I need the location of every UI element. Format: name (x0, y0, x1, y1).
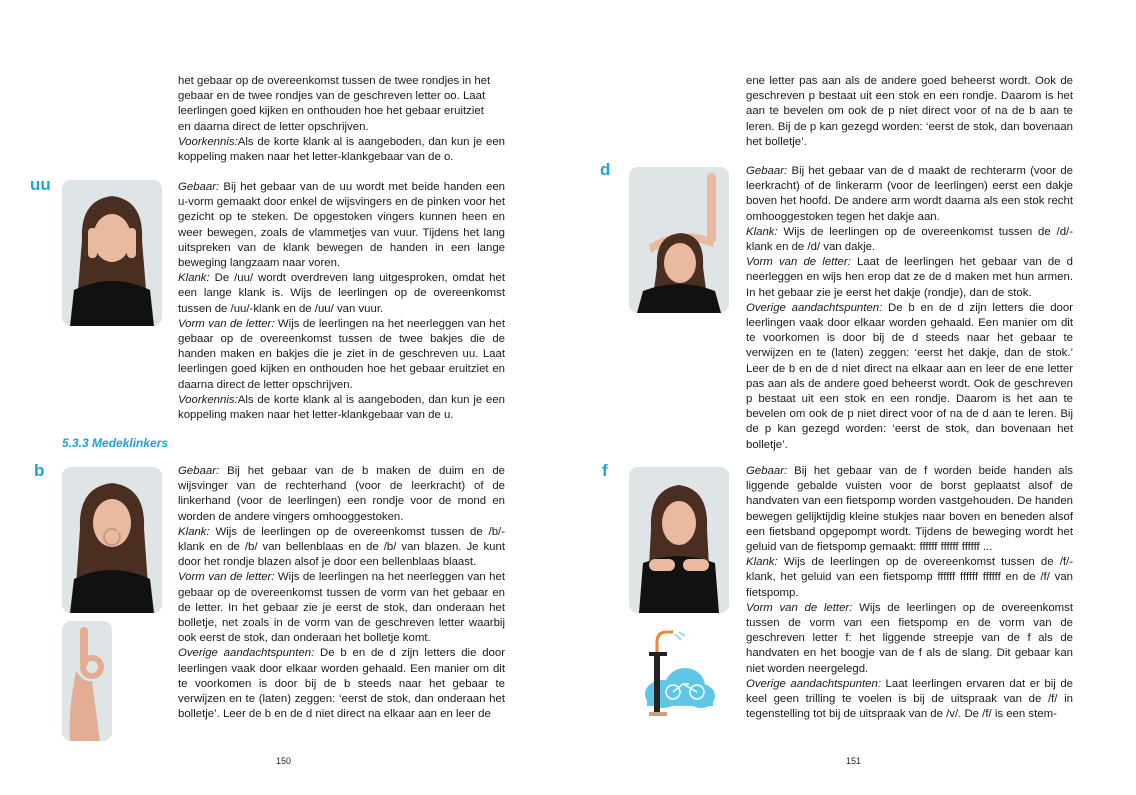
photo-d-gesture (629, 167, 729, 313)
voorkennis-label: Voorkennis: (178, 135, 238, 148)
b-overige (178, 646, 505, 722)
b-klank-text: Wijs de leerlingen op de overeenkomst tussen de /b/-klank en de /b/ van bellenblaas en de /b/ van blazen. Je kunt door het rondje blazen alsof je door een bellenblaas blaast. (178, 525, 505, 569)
hand-sign-icon (62, 621, 112, 741)
uu-voorkennis (178, 393, 505, 423)
b-klank (178, 525, 505, 571)
uu-description (178, 180, 505, 423)
letter-heading-f: f (602, 461, 608, 480)
b-gebaar-text: Bij het gebaar van de b maken de duim en de wijsvinger van de rechterhand (voor de leerkracht) of de linkerhand (voor de leerlingen) een rondje voor de mond en worden de andere vingers omhooggestoken. (178, 465, 505, 523)
uu-klank (178, 271, 505, 317)
right-top-paragraph (746, 74, 1073, 150)
page-number-left: 150 (276, 756, 292, 766)
d-gebaar (746, 164, 1073, 225)
photo-b-hand-closeup (62, 621, 112, 741)
left-top-line-4: en daarna direct de letter opschrijven. (178, 120, 369, 133)
b-description (178, 464, 505, 722)
f-klank (746, 555, 1073, 601)
photo-uu-gesture (62, 180, 162, 326)
letter-heading-d: d (600, 160, 611, 179)
page-number-right: 151 (846, 756, 862, 766)
letter-heading-b: b (34, 461, 45, 480)
f-overige-text: Laat leerlingen ervaren dat er bij de keel geen trilling te voelen is bij de uitspraak van de /f/ in tegenstelling tot bij de uitspraak van de /v/. De /f/ is een stem- (746, 677, 1073, 721)
left-top-paragraph (178, 74, 505, 165)
b-overige-text: De b en de d zijn letters die door leerlingen vaak door elkaar worden gehaald. Een manier om dit te voorkomen is door bij de b steeds naar het gebaar te verwijzen en te (laten) zeggen: ‘eerst de stok, dan onderaan het bolletje’. Leer de b en de d niet direct na elkaar aan en leer de (178, 647, 506, 721)
uu-gebaar-label: Gebaar: (178, 181, 220, 193)
f-gebaar-text: Bij het gebaar van de f worden beide handen als liggende gebalde vuisten voor de borst geplaatst alsof de handvaten van een fietspomp worden vastgehouden. De handen bewegen gelijktijdig kleine stukjes naar boven en beneden alsof een fietsband opgepompt wordt. Tijdens de beweging wordt het geluid van de fietspomp gemaakt: ffffff ffffff ffffff ... (746, 465, 1073, 554)
woman-portrait-icon (62, 180, 162, 326)
f-overige-label: Overige aandachtspunten: (746, 677, 881, 690)
uu-klank-text: De /uu/ wordt overdreven lang uitgesproken, omdat het een lange klank is. Wijs de leerlingen op de overeenkomst tussen de /uu/-klank en de /uu/ van vuur. (178, 272, 505, 315)
d-vorm-text: Laat de leerlingen het gebaar van de d neerleggen en wijs hen erop dat ze de d maken met hun armen. In het gebaar zie je eerst het dakje (rondje), dan de stok. (746, 256, 1073, 299)
f-gebaar (746, 464, 1073, 555)
uu-voorkennis-text: Als de korte klank al is aangeboden, dan kun je een koppeling maken naar het letter-klankgebaar van de u. (178, 393, 505, 422)
uu-vorm-text: Wijs de leerlingen na het neerleggen van het gebaar op de overeenkomst tussen de twee bakjes die de handen maken en bakjes die je ziet in de geschreven uu. Laat leerlingen goed kijken en onthouden hoe het gebaar eruitziet en daarna direct de letter opschrijven. (178, 317, 505, 391)
photo-f-gesture (629, 467, 729, 613)
uu-klank-label: Klank: (178, 272, 210, 285)
d-description (746, 164, 1073, 453)
voorkennis-text: Als de korte klank al is aangeboden, dan kun je een koppeling maken naar het letter-klankgebaar van de o. (178, 135, 505, 164)
right-top-text: ene letter pas aan als de andere goed beheerst wordt. Ook de geschreven p bestaat uit een stok en een rondje. Daarom is het aan te bevelen om ook de p niet direct voor of na de b aan te leren. Bij de p kan gezegd worden: ‘eerst de stok, dan bovenaan het bolletje’. (746, 75, 1073, 148)
letter-heading-uu: uu (30, 175, 51, 194)
f-klank-text: Wijs de leerlingen op de overeenkomst tussen de /f/-klank, het geluid van een fietspomp ffffff ffffff ffffff en de /f/ van fietspomp. (746, 556, 1073, 599)
fietspomp-illustration (641, 630, 717, 718)
d-vorm-label: Vorm van de letter: (746, 256, 851, 269)
uu-vorm (178, 317, 505, 393)
f-klank-label: Klank: (746, 556, 778, 569)
d-overige-text: De b en de d zijn letters die door leerlingen vaak door elkaar worden gehaald. Een manier om dit te voorkomen is door bij de d steeds naar het gebaar te verwijzen en te (laten) zeggen: ‘eerst het dakje, dan de stok.’ Leer de b en de d niet direct na elkaar aan en leer de ene letter pas aan als de andere goed beheerst wordt. Ook de geschreven p bestaat uit een stok en een rondje. Daarom is het aan te bevelen om ook de p niet direct voor of na de d aan te leren. Bij de p kan gezegd worden: ‘eerst de stok, dan bovenaan het bolletje’. (746, 301, 1074, 451)
b-klank-label: Klank: (178, 525, 210, 538)
uu-vorm-label: Vorm van de letter: (178, 317, 275, 330)
uu-gebaar (178, 180, 505, 271)
woman-portrait-icon (629, 167, 729, 313)
left-top-line-3: leerlingen goed kijken en onthouden hoe het gebaar eruitziet (178, 105, 484, 118)
b-overige-label: Overige aandachtspunten: (178, 647, 315, 660)
b-vorm-label: Vorm van de letter: (178, 571, 275, 584)
left-top-line-1: het gebaar op de overeenkomst tussen de twee rondjes in het (178, 75, 491, 87)
b-vorm-text: Wijs de leerlingen na het neerleggen van het gebaar op de overeenkomst tussen de vorm van het gebaar en de letter. In het gebaar zie je eerst de stok, dan onderaan het bolletje, net zoals in de vorm van de geschreven letter waarbij ook eerst de stok, dan onderaan het bolletje komt. (178, 571, 505, 645)
f-description (746, 464, 1073, 722)
uu-gebaar-text: Bij het gebaar van de uu wordt met beide handen een u-vorm gemaakt door enkel de wijsvingers en de pinken voor het gezicht op te steken. De opgestoken vingers kunnen heen en weer bewegen, zoals de vlammetjes van vuur. Tijdens het lang uitspreken van de klank bewegen de handen in een lange beweging langzaam naar voren. (178, 181, 505, 270)
uu-voorkennis-label: Voorkennis: (178, 393, 238, 406)
d-overige (746, 301, 1073, 453)
f-vorm-label: Vorm van de letter: (746, 601, 853, 614)
f-vorm (746, 601, 1073, 677)
d-klank (746, 225, 1073, 255)
bicycle-pump-icon (641, 630, 717, 718)
f-vorm-text: Wijs de leerlingen op de overeenkomst tussen de vorm van een fietspomp en de vorm van de geschreven letter f: het liggende streepje van de f als de handvaten en het boogje van de f als de slang. Dit gebaar kan niet worden neergelegd. (746, 601, 1074, 675)
d-gebaar-text: Bij het gebaar van de d maakt de rechterarm (voor de leerkracht) of de linkerarm (voor de leerlingen) eerst een dakje boven het hoofd. De andere arm wordt daarna als een stok recht omhooggestoken tegen het dakje aan. (746, 165, 1074, 223)
d-gebaar-label: Gebaar: (746, 165, 788, 177)
f-overige (746, 677, 1073, 723)
left-top-voorkennis (178, 135, 505, 165)
b-gebaar-label: Gebaar: (178, 465, 220, 477)
d-klank-label: Klank: (746, 225, 778, 238)
d-vorm (746, 255, 1073, 301)
b-gebaar (178, 464, 505, 525)
photo-b-gesture (62, 467, 162, 613)
section-heading-medeklinkers: 5.3.3 Medeklinkers (62, 436, 169, 450)
f-gebaar-label: Gebaar: (746, 465, 788, 477)
left-top-line-2: gebaar en de twee rondjes van de geschreven letter oo. Laat (178, 90, 486, 103)
d-klank-text: Wijs de leerlingen op de overeenkomst tussen de /d/-klank en de /d/ van dakje. (746, 225, 1073, 254)
woman-portrait-icon (629, 467, 729, 613)
b-vorm (178, 570, 505, 646)
d-overige-label: Overige aandachtspunten: (746, 301, 883, 314)
woman-portrait-icon (62, 467, 162, 613)
